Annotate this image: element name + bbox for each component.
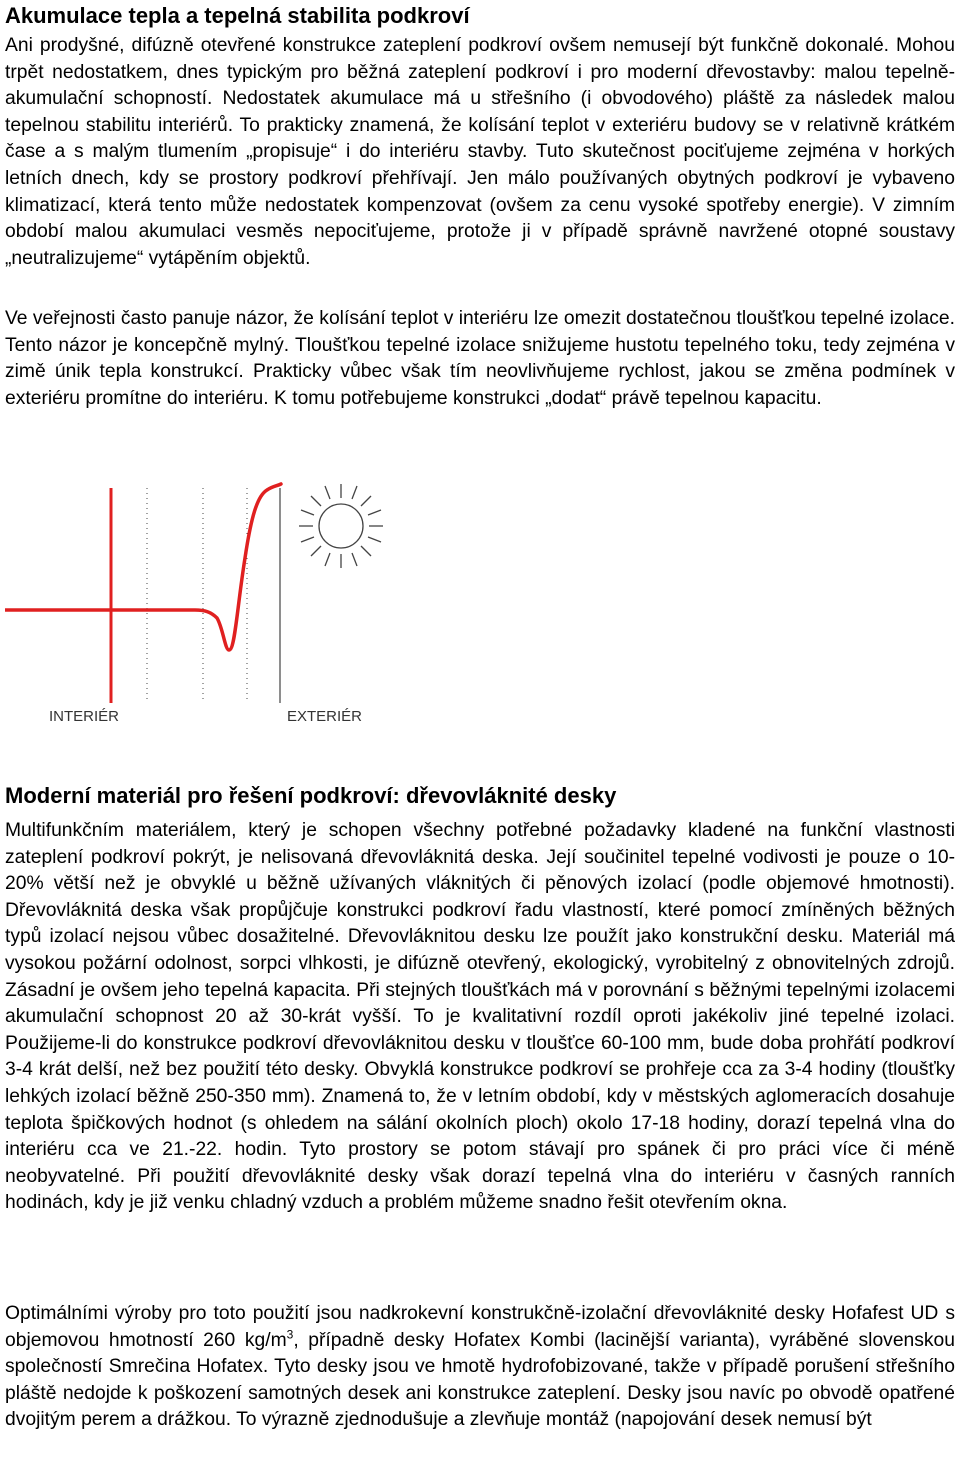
section-heading-wood-fiber-boards: Moderní materiál pro řešení podkroví: dřevovláknité desky (5, 783, 617, 808)
paragraph-insulation-myth: Ve veřejnosti často panuje názor, že kolísání teplot v interiéru lze omezit dostatečnou tloušťkou tepelné izolace. Tento názor je koncepčně mylný. Tloušťkou tepelné izolace snižujeme hustotu tepelného toku, tedy zejména v zimě únik tepla konstrukcí. Prakticky vůbec však tím neovlivňujeme rychlost, jakou se změna podmínek v exteriéru promítne do interiéru. K tomu potřebujeme konstrukci „dodat“ právě tepelnou kapacitu. (5, 308, 955, 409)
paragraph-hofatex-text-a: Optimálními výroby pro toto použití jsou nadkrokevní konstrukčně-izolační dřevovláknité desky Hofafest UD s objemovou hmotností 260 kg/m (5, 1303, 955, 1351)
heat-wave-diagram (5, 478, 400, 728)
label-exterior: EXTERIÉR (287, 708, 363, 725)
sun-icon (299, 484, 383, 568)
superscript-3: 3 (286, 1327, 294, 1342)
paragraph-heat-stability: Ani prodyšné, difúzně otevřené konstrukce zateplení podkroví ovšem nemusejí být funkčně dokonalé. Mohou trpět nedostatkem, dnes typickým pro běžná zateplení podkroví i pro moderní dřevostavby: malou tepelně-akumulační schopností. Nedostatek akumulace má u střešního (i obvodového) pláště za následek malou tepelnou stabilitu interiérů. To prakticky znamená, že kolísání teplot v exteriéru budovy se v relativně krátkém čase a s malým tlumením „propisuje“ i do interiéru stavby. Tuto skutečnost pociťujeme zejména v horkých letních dnech, kdy se prostory podkroví přehřívají. Jen málo používaných obytných podkroví je vybaveno klimatizací, která tento může nedostatek kompenzovat (ovšem za cenu vysoké spotřeby energie). V zimním období malou akumulaci vesměs nepociťujeme, protože ji v případě správně navržené otopné soustavy „neutralizujeme“ vytápěním objektů. (5, 35, 955, 269)
paragraph-wood-fiber-properties: Multifunkčním materiálem, který je schopen všechny potřebné požadavky kladené na funkční vlastnosti zateplení podkroví pokrýt, je nelisovaná dřevovláknitá deska. Její součinitel tepelné vodivosti je pouze o 10-20% větší než je obvyklé u běžně užívaných vláknitých či pěnových izolací (podle objemové hmotnosti). Dřevovláknitá deska však propůjčuje konstrukci podkroví řadu vlastností, které pomocí zmíněných běžných typů izolací nejsou vůbec dosažitelné. Dřevovláknitou desku lze použít jako konstrukční desku. Materiál má vysokou požární odolnost, sorpci vlhkosti, je difúzně otevřený, ekologický, vyrobitelný z obnovitelných zdrojů. Zásadní je ovšem jeho tepelná kapacita. Při stejných tloušťkách má v porovnání s běžnými tepelnými izolacemi akumulační schopnost 20 až 30-krát vyšší. To je kvalitativní rozdíl oproti jakékoliv jiné tepelné izolaci. Použijeme-li do konstrukce podkroví dřevovláknitou desku v tloušťce 60-100 mm, bude doba prohřátí podkroví 3-4 krát delší, než bez použití této desky. Obvyklá konstrukce podkroví se prohřeje cca za 3-4 hodiny (tloušťky lehkých izolací běžně 250-350 mm). Znamená to, že v letním období, kdy v městských aglomeracích dosahuje teplota špičkových hodnot (s ohledem na sálání okolních ploch) okolo 17-18 hodiny, dorazí tepelná vlna do interiéru cca ve 21.-22. hodin. Tyto prostory se potom stávají pro spánek či pro práci více či méně neobyvatelné. Při použití dřevovláknité desky však dorazí tepelná vlna do interiéru v časných ranních hodinách, kdy je již venku chladný vzduch a problém můžeme snadno řešit otevřením okna. (5, 820, 955, 1214)
section-heading-heat-accumulation: Akumulace tepla a tepelná stabilita podkroví (5, 3, 470, 28)
label-interior: INTERIÉR (49, 708, 120, 725)
paragraph-hofatex-text-b: , případně desky Hofatex Kombi (lacinější varianta), vyráběné slovenskou společností Smrečina Hofatex. Tyto desky jsou ve hmotě hydrofobizované, takže v případě porušení střešního pláště nedojde k poškození samotných desek ani konstrukce zateplení. Desky jsou navíc po obvodě opatřené dvojitým perem a drážkou. To výrazně zjednodušuje a zlevňuje montáž (napojování desek nemusí být (5, 1329, 955, 1431)
paragraph-hofatex-products (5, 1301, 955, 1434)
